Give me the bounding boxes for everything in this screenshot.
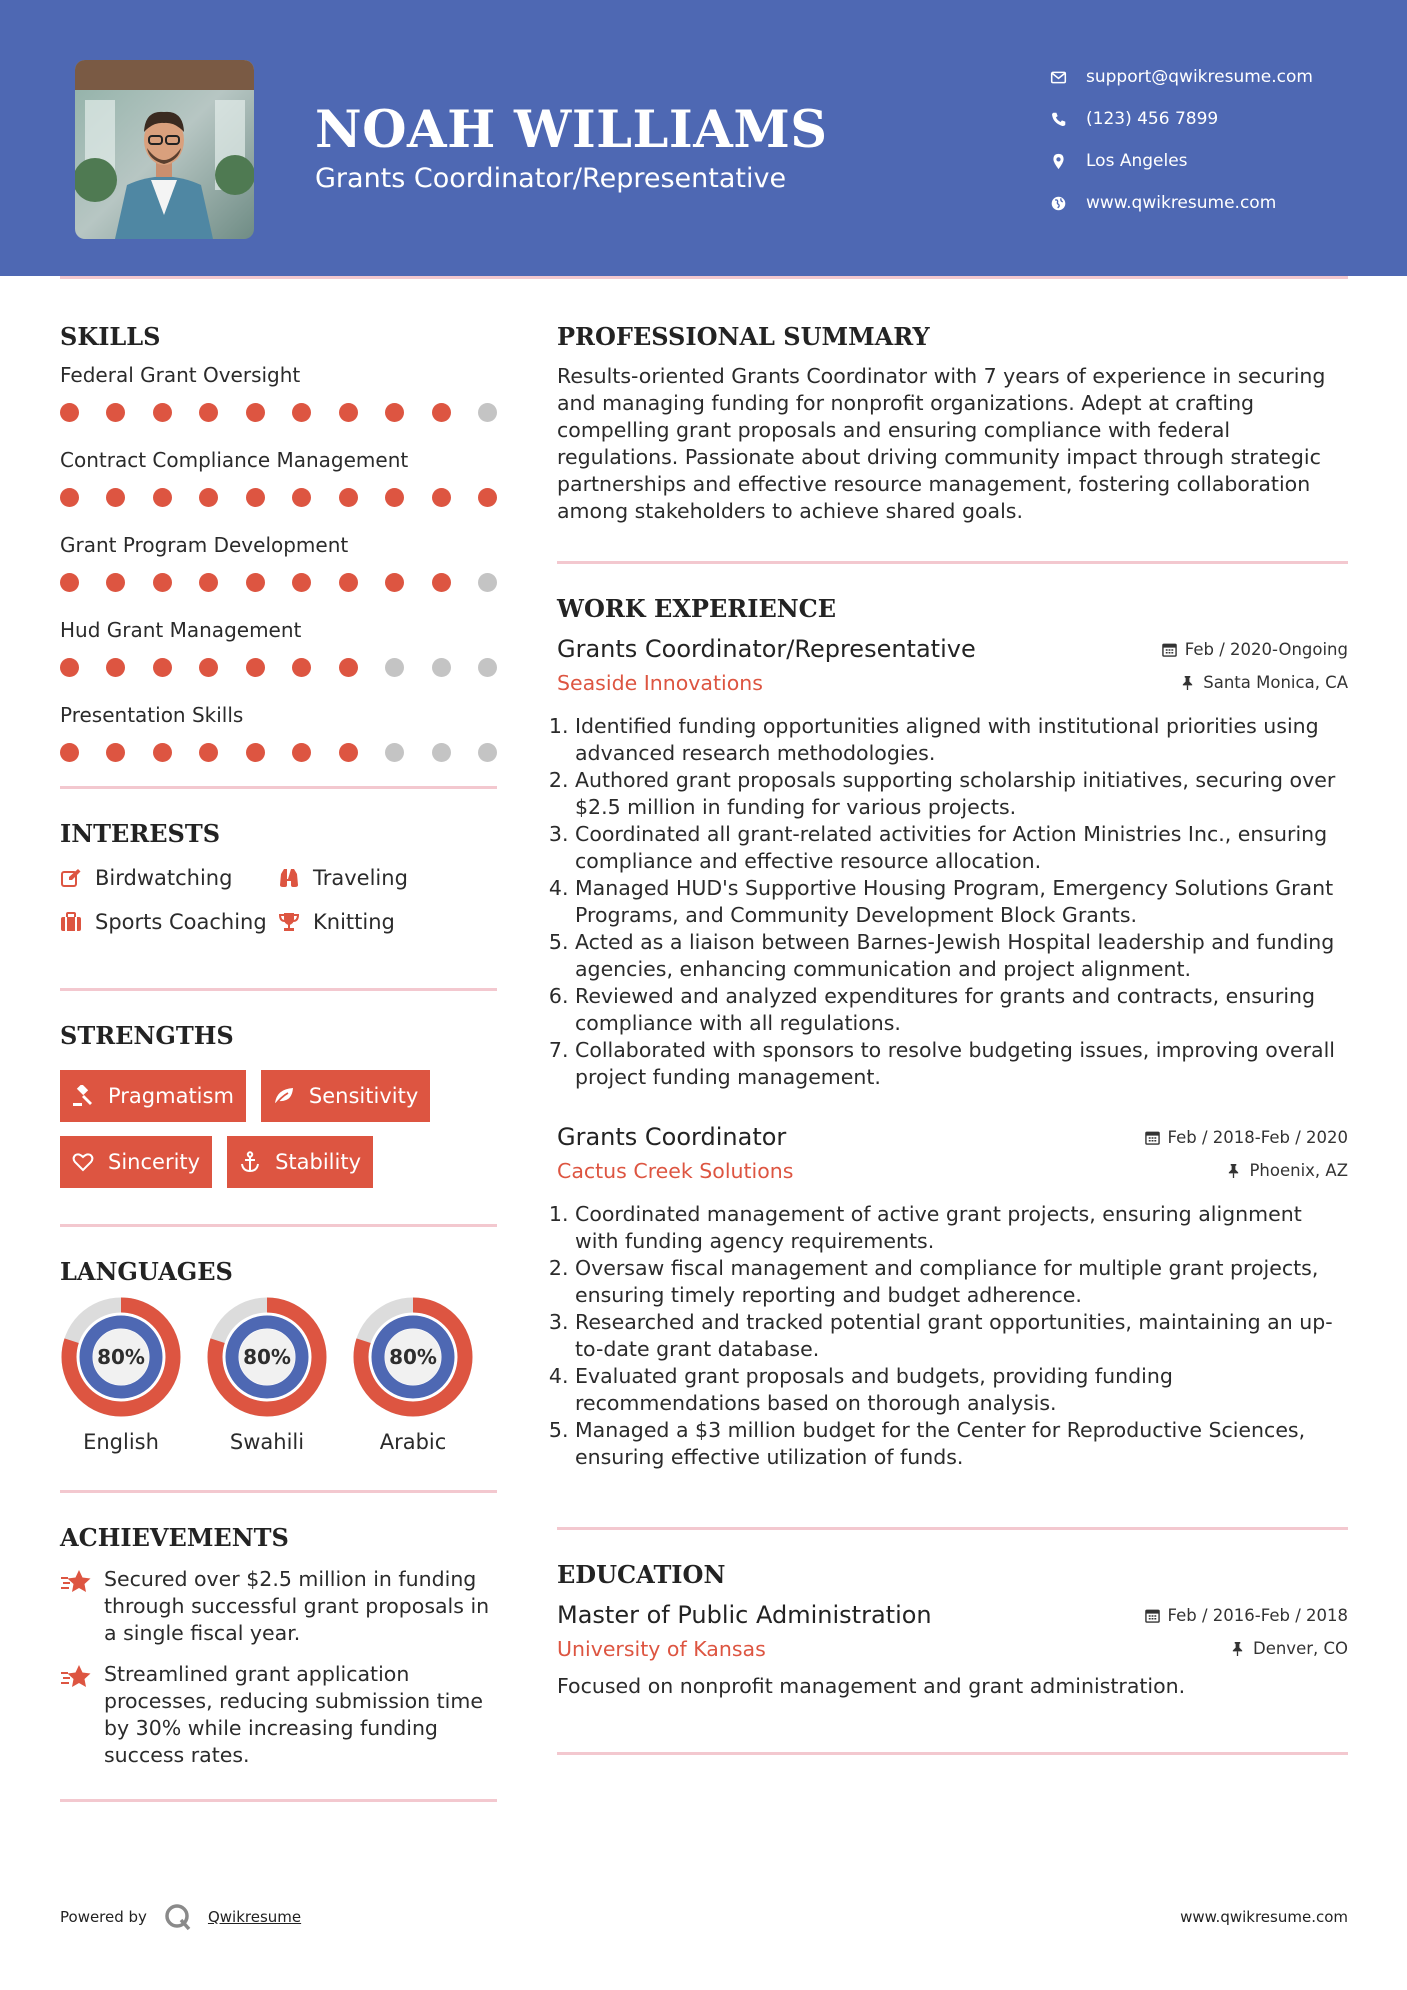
language-item (206, 1296, 328, 1454)
rating-dot-filled (60, 658, 79, 677)
contact-website[interactable]: www.qwikresume.com (1050, 182, 1380, 224)
strengths-section (60, 1021, 497, 1188)
languages-section (60, 1257, 497, 1454)
qwikresume-logo-icon (163, 1902, 193, 1932)
rating-dot-filled (339, 403, 358, 422)
strength-tag: Sensitivity (261, 1070, 430, 1122)
leaf-icon (273, 1085, 295, 1107)
rating-dot-filled (292, 403, 311, 422)
rating-dot-filled (199, 403, 218, 422)
rating-dot-empty (432, 658, 451, 677)
contact-phone[interactable]: (123) 456 7899 (1050, 98, 1380, 140)
rating-dot-filled (432, 488, 451, 507)
language-percent: 80% (97, 1345, 145, 1369)
experience-section (557, 594, 1348, 1471)
interest-item: Sports Coaching (60, 900, 278, 944)
star-badge-icon (60, 1568, 92, 1596)
rating-dot-filled (292, 488, 311, 507)
company-name: Seaside Innovations (557, 671, 763, 695)
section-divider (557, 1527, 1348, 1530)
rating-dot-filled (60, 488, 79, 507)
rating-dot-filled (432, 573, 451, 592)
rating-dot-empty (478, 573, 497, 592)
summary-section (557, 322, 1348, 525)
strength-tag: Stability (227, 1136, 373, 1188)
rating-dot-filled (246, 743, 265, 762)
skills-heading: SKILLS (60, 322, 161, 351)
rating-dot-filled (60, 403, 79, 422)
heart-icon (72, 1151, 94, 1173)
degree-title: Master of Public Administration (557, 1601, 932, 1629)
pushpin-icon (1226, 1163, 1241, 1178)
rating-dot-filled (199, 488, 218, 507)
rating-dot-filled (106, 403, 125, 422)
pushpin-icon (1180, 675, 1195, 690)
interest-item: Knitting (278, 900, 395, 944)
rating-dot-empty (478, 403, 497, 422)
responsibility-item: 4. Managed HUD's Supportive Housing Program, Emergency Solutions Grant Programs, and Community Development Block Grants. (575, 875, 1348, 929)
profile-photo (75, 60, 254, 239)
rating-dot-filled (153, 488, 172, 507)
job-date: Feb / 2018-Feb / 2020 (1145, 1128, 1348, 1147)
calendar-icon (1162, 642, 1177, 657)
section-divider (60, 1490, 497, 1493)
language-name: Swahili (229, 1430, 305, 1454)
strength-tag: Sincerity (60, 1136, 212, 1188)
job-title: Grants Coordinator/Representative (557, 635, 976, 663)
pushpin-icon (1230, 1641, 1245, 1656)
rating-dot-empty (385, 743, 404, 762)
rating-dot-filled (153, 573, 172, 592)
phone-icon (1050, 111, 1086, 128)
rating-dot-filled (292, 573, 311, 592)
resume-header (0, 0, 1407, 276)
skill-rating (60, 658, 497, 677)
responsibility-item: 3. Coordinated all grant-related activities for Action Ministries Inc., ensuring compliance and effective resource allocation. (575, 821, 1348, 875)
brand-link[interactable]: Qwikresume (207, 1908, 302, 1926)
rating-dot-filled (199, 658, 218, 677)
responsibility-item: 6. Reviewed and analyzed expenditures for grants and contracts, ensuring compliance with all regulations. (575, 983, 1348, 1037)
education-section (557, 1560, 1348, 1700)
footer (60, 1902, 1348, 1932)
powered-by: Powered by Qwikresume (60, 1902, 301, 1932)
language-percent: 80% (389, 1345, 437, 1369)
responsibility-item: 5. Acted as a liaison between Barnes-Jewish Hospital leadership and funding agencies, enhancing communication and project alignment. (575, 929, 1348, 983)
rating-dot-empty (432, 743, 451, 762)
footer-website[interactable]: www.qwikresume.com (1180, 1908, 1348, 1926)
section-divider (60, 786, 497, 789)
briefcase-icon (60, 911, 82, 933)
responsibility-item: 1. Coordinated management of active grant projects, ensuring alignment with funding agency requirements. (575, 1201, 1348, 1255)
language-name: English (83, 1430, 159, 1454)
achievements-heading: ACHIEVEMENTS (60, 1523, 289, 1552)
education-date: Feb / 2016-Feb / 2018 (1145, 1606, 1348, 1625)
skills-section (60, 322, 497, 762)
rating-dot-empty (478, 658, 497, 677)
contact-email[interactable]: support@qwikresume.com (1050, 56, 1380, 98)
interest-item: Traveling (278, 856, 408, 900)
skill-name: Federal Grant Oversight (60, 363, 301, 387)
rating-dot-filled (246, 658, 265, 677)
strengths-heading: STRENGTHS (60, 1021, 234, 1050)
rating-dot-filled (153, 403, 172, 422)
responsibility-item: 2. Authored grant proposals supporting scholarship initiatives, securing over $2.5 million in funding for various projects. (575, 767, 1348, 821)
trophy-icon (278, 911, 300, 933)
responsibility-item: 4. Evaluated grant proposals and budgets, providing funding recommendations based on thorough analysis. (575, 1363, 1348, 1417)
job-location: Phoenix, AZ (1226, 1161, 1348, 1180)
education-heading: EDUCATION (557, 1560, 726, 1589)
achievement-item: Secured over $2.5 million in funding through successful grant proposals in a single fiscal year. (60, 1566, 497, 1647)
rating-dot-filled (385, 573, 404, 592)
rating-dot-filled (339, 743, 358, 762)
candidate-name: NOAH WILLIAMS (315, 100, 828, 160)
globe-icon (1050, 195, 1086, 212)
section-divider (60, 988, 497, 991)
job-responsibilities (557, 1201, 1348, 1471)
skill-name: Grant Program Development (60, 533, 349, 557)
rating-dot-filled (199, 573, 218, 592)
right-column (557, 322, 1348, 1755)
education-description: Focused on nonprofit management and grant administration. (557, 1674, 1186, 1698)
responsibility-item: 7. Collaborated with sponsors to resolve budgeting issues, improving overall project funding management. (575, 1037, 1348, 1091)
languages-heading: LANGUAGES (60, 1257, 233, 1286)
rating-dot-filled (292, 658, 311, 677)
education-location: Denver, CO (1230, 1639, 1348, 1658)
responsibility-item: 5. Managed a $3 million budget for the Center for Reproductive Sciences, ensuring effective utilization of funds. (575, 1417, 1348, 1471)
language-name: Arabic (379, 1430, 447, 1454)
summary-heading: PROFESSIONAL SUMMARY (557, 322, 930, 351)
language-percent: 80% (243, 1345, 291, 1369)
skill-name: Presentation Skills (60, 703, 244, 727)
rating-dot-filled (60, 573, 79, 592)
language-item (352, 1296, 474, 1454)
job-date: Feb / 2020-Ongoing (1162, 640, 1348, 659)
header-divider (60, 276, 1348, 279)
responsibility-item: 1. Identified funding opportunities aligned with institutional priorities using advanced research methodologies. (575, 713, 1348, 767)
experience-heading: WORK EXPERIENCE (557, 594, 837, 623)
pencil-square-icon (60, 867, 82, 889)
calendar-icon (1145, 1608, 1160, 1623)
responsibility-item: 3. Researched and tracked potential grant opportunities, maintaining an up-to-date grant database. (575, 1309, 1348, 1363)
interests-section (60, 819, 497, 944)
achievements-section (60, 1523, 497, 1769)
job-entry (557, 635, 1348, 1091)
strength-tag: Pragmatism (60, 1070, 246, 1122)
anchor-icon (239, 1151, 261, 1173)
binoculars-icon (278, 867, 300, 889)
rating-dot-filled (339, 573, 358, 592)
section-divider (60, 1799, 497, 1802)
language-donut (352, 1296, 474, 1418)
rating-dot-filled (106, 658, 125, 677)
skill-name: Contract Compliance Management (60, 448, 409, 472)
rating-dot-filled (292, 743, 311, 762)
job-location: Santa Monica, CA (1180, 673, 1348, 692)
calendar-icon (1145, 1130, 1160, 1145)
rating-dot-filled (60, 743, 79, 762)
skill-rating (60, 573, 497, 592)
rating-dot-filled (339, 488, 358, 507)
rating-dot-filled (106, 488, 125, 507)
achievement-item: Streamlined grant application processes, reducing submission time by 30% while increasing funding success rates. (60, 1661, 497, 1769)
rating-dot-empty (385, 658, 404, 677)
summary-text: Results-oriented Grants Coordinator with 7 years of experience in securing and managing funding for nonprofit organizations. Adept at crafting compelling grant proposals and ensuring compliance with federal regulations. Passionate about driving community impact through strategic partnerships and effective resource management, fostering collaboration among stakeholders to achieve shared goals. (557, 364, 1326, 523)
rating-dot-filled (339, 658, 358, 677)
company-name: Cactus Creek Solutions (557, 1159, 794, 1183)
rating-dot-filled (153, 658, 172, 677)
contact-list (1050, 56, 1380, 224)
job-responsibilities (557, 713, 1348, 1091)
language-donut (206, 1296, 328, 1418)
language-donut (60, 1296, 182, 1418)
interests-heading: INTERESTS (60, 819, 221, 848)
rating-dot-filled (432, 403, 451, 422)
responsibility-item: 2. Oversaw fiscal management and compliance for multiple grant projects, ensuring timely reporting and budget adherence. (575, 1255, 1348, 1309)
job-title: Grants Coordinator (557, 1123, 787, 1151)
rating-dot-filled (478, 488, 497, 507)
rating-dot-filled (385, 403, 404, 422)
rating-dot-filled (153, 743, 172, 762)
job-entry (557, 1123, 1348, 1471)
rating-dot-filled (385, 488, 404, 507)
envelope-icon (1050, 69, 1086, 86)
skill-rating (60, 743, 497, 762)
rating-dot-filled (246, 403, 265, 422)
skill-name: Hud Grant Management (60, 618, 302, 642)
rating-dot-empty (478, 743, 497, 762)
interest-item: Birdwatching (60, 856, 278, 900)
candidate-title: Grants Coordinator/Representative (315, 163, 787, 194)
map-marker-icon (1050, 153, 1086, 170)
section-divider (60, 1224, 497, 1227)
left-column (60, 322, 497, 1802)
rating-dot-filled (246, 573, 265, 592)
language-item (60, 1296, 182, 1454)
section-divider (557, 1752, 1348, 1755)
skill-rating (60, 403, 497, 422)
rating-dot-filled (106, 743, 125, 762)
school-name: University of Kansas (557, 1637, 766, 1661)
gavel-icon (72, 1085, 94, 1107)
rating-dot-filled (246, 488, 265, 507)
contact-location: Los Angeles (1050, 140, 1380, 182)
skill-rating (60, 488, 497, 507)
section-divider (557, 561, 1348, 564)
star-badge-icon (60, 1663, 92, 1691)
rating-dot-filled (199, 743, 218, 762)
rating-dot-filled (106, 573, 125, 592)
